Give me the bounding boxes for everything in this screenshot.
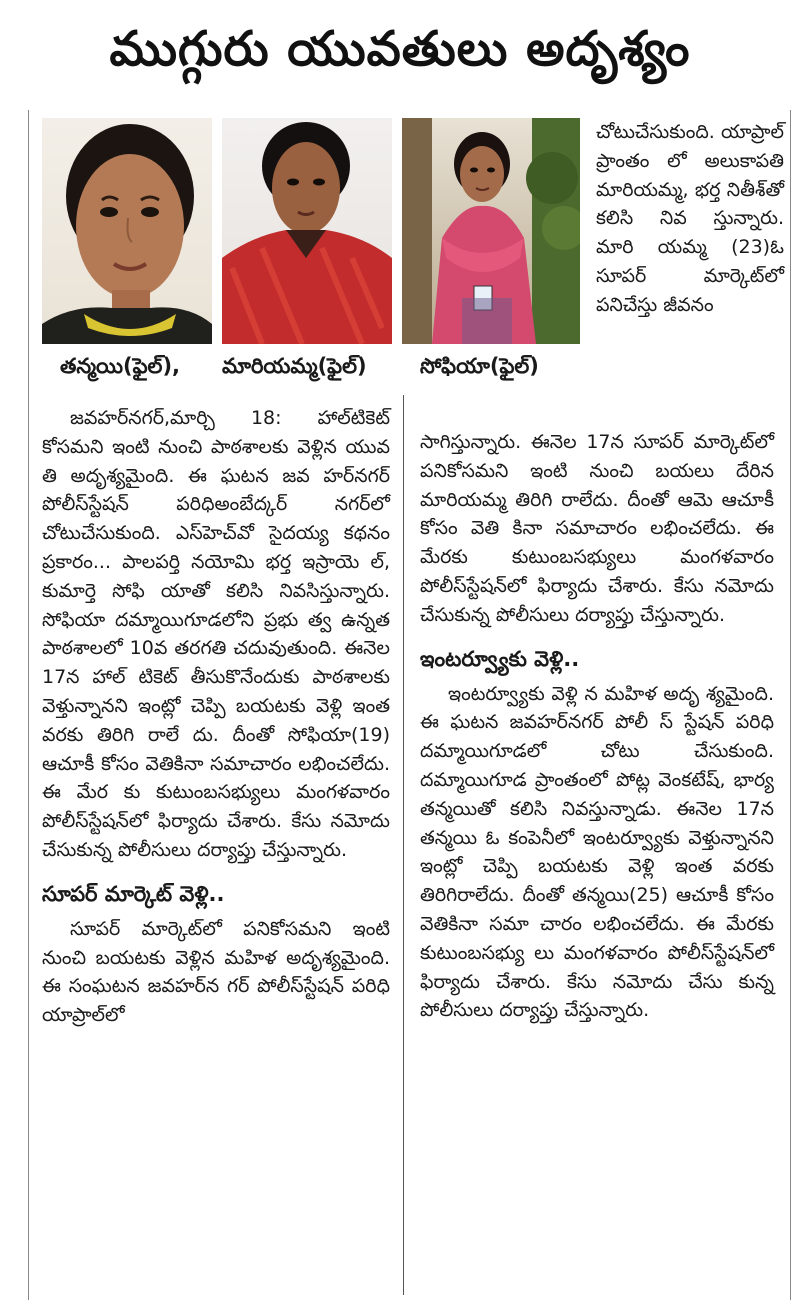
right-column [420,428,774,1025]
photo-mariyamma [222,118,392,344]
column-divider [403,395,404,1295]
left-subheading: సూపర్ మార్కెట్ వెళ్లి.. [42,881,225,906]
caption-sofia: సోఫియా(ఫైల్) [420,354,539,378]
page-border-left [28,110,29,1300]
caption-tanmayi: తన్మయి(ఫైల్), [60,354,181,378]
right-paragraph-1: సాగిస్తున్నారు. ఈనెల 17న సూపర్ మార్కెట్‌లో పనికోసమని ఇంటి నుంచి బయలు దేరిన మారియమ్మ తిరిగి రాలేదు. దీంతో ఆమె ఆచూకీ కోసం వెతి కినా సమాచారం లభించలేదు. ఈ మేరకు కుటుంబసభ్యులు మంగళవారం పోలీస్‌స్టేషన్‌లో ఫిర్యాదు చేశారు. కేసు నమోదు చేసుకున్న పోలీసులు దర్యాప్తు చేస్తున్నారు. [420,431,774,626]
left-paragraph-2: సూపర్ మార్కెట్‌లో పనికోసమని ఇంటి నుంచి బయటకు వెళ్లిన మహిళ అదృశ్యమైంది. ఈ సంఘటన జవహర్‌న గర్ పోలీస్‌స్టేషన్ పరిధి యాప్రాల్‌లో [42,917,390,1027]
right-top-text [596,118,784,320]
page-border-right [790,110,791,1300]
right-top-paragraph: చోటుచేసుకుంది. యాప్రాల్ ప్రాంతం లో అలుకాపతి మారియమ్మ, భర్త నితీశ్‌తో కలిసి నివ స్తున్నారు. మారి యమ్మ (23)ఓ సూపర్ మార్కెట్‌లో పనిచేస్తు జీవనం [596,121,784,316]
photo-tanmayi [42,118,212,344]
left-paragraph-1: జవహర్‌నగర్,మార్చి 18: హాల్‌టికెట్ కోసమని ఇంటి నుంచి పాఠశాలకు వెళ్లిన యువ తి అదృశ్యమైంది. ఈ ఘటన జవ హర్‌నగర్ పోలీస్‌స్టేషన్ పరిధిఅంబేద్కర్ నగర్‌లో చోటుచేసుకుంది. ఎస్‌హెచ్‌వో సైదయ్య కథనం ప్రకారం... పాలపర్తి నయోమి భర్త ఇస్రాయె ల్, కుమార్తె సోఫి యాతో కలిసి నివసిస్తున్నారు. సోఫియా దమ్మాయిగూడలోని ప్రభు త్వ ఉన్నత పాఠశాలలో 10వ తరగతి చదువుతుంది. ఈనెల 17న హాల్ టికెట్ తీసుకొనేందుకు పాఠశాలకు వెళ్తున్నానని ఇంట్లో చెప్పి బయటకు వెళ్లి ఇంత వరకు తిరిగి రాలే దు. దీంతో సోఫియా(19) ఆచూకీ కోసం వెతికినా సమాచారం లభించలేదు. ఈ మేర కు కుటుంబసభ్యులు మంగళవారం పోలీస్‌స్టేషన్‌లో ఫిర్యాదు చేశారు. కేసు నమోదు చేసుకున్న పోలీసులు దర్యాప్తు చేస్తున్నారు. [42,407,390,861]
photo-sofia [402,118,580,344]
left-column [42,404,390,1030]
headline: ముగ్గురు యువతులు అదృశ్యం [109,21,691,77]
caption-mariyamma: మారియమ్మ(ఫైల్) [222,354,367,378]
right-subheading: ఇంటర్వ్యూకు వెళ్లి.. [420,646,580,671]
right-paragraph-2: ఇంటర్వ్యూకు వెళ్లి న మహిళ అదృ శ్యమైంది. ఈ ఘటన జవహర్‌నగర్ పోలీ స్ స్టేషన్ పరిధి దమ్మాయిగూడలో చోటు చేసుకుంది. దమ్మాయిగూడ ప్రాంతంలో పోట్ల వెంకటేష్, భార్య తన్మయితో కలిసి నివస్తున్నాడు. ఈనెల 17న తన్మయి ఓ కంపెనీలో ఇంటర్వ్యూకు వెళ్తున్నానని ఇంట్లో చెప్పి బయటకు వెళ్లి ఇంత వరకు తిరిగిరాలేదు. దీంతో తన్మయి(25) ఆచూకీ కోసం వెతికినా సమా చారం లభించలేదు. ఈ మేరకు కుటుంబసభ్యు లు మంగళవారం పోలీస్‌స్టేషన్‌లో ఫిర్యాదు చేశారు. కేసు నమోదు చేసు కున్న పోలీసులు దర్యాప్తు చేస్తున్నారు. [420,682,774,1022]
